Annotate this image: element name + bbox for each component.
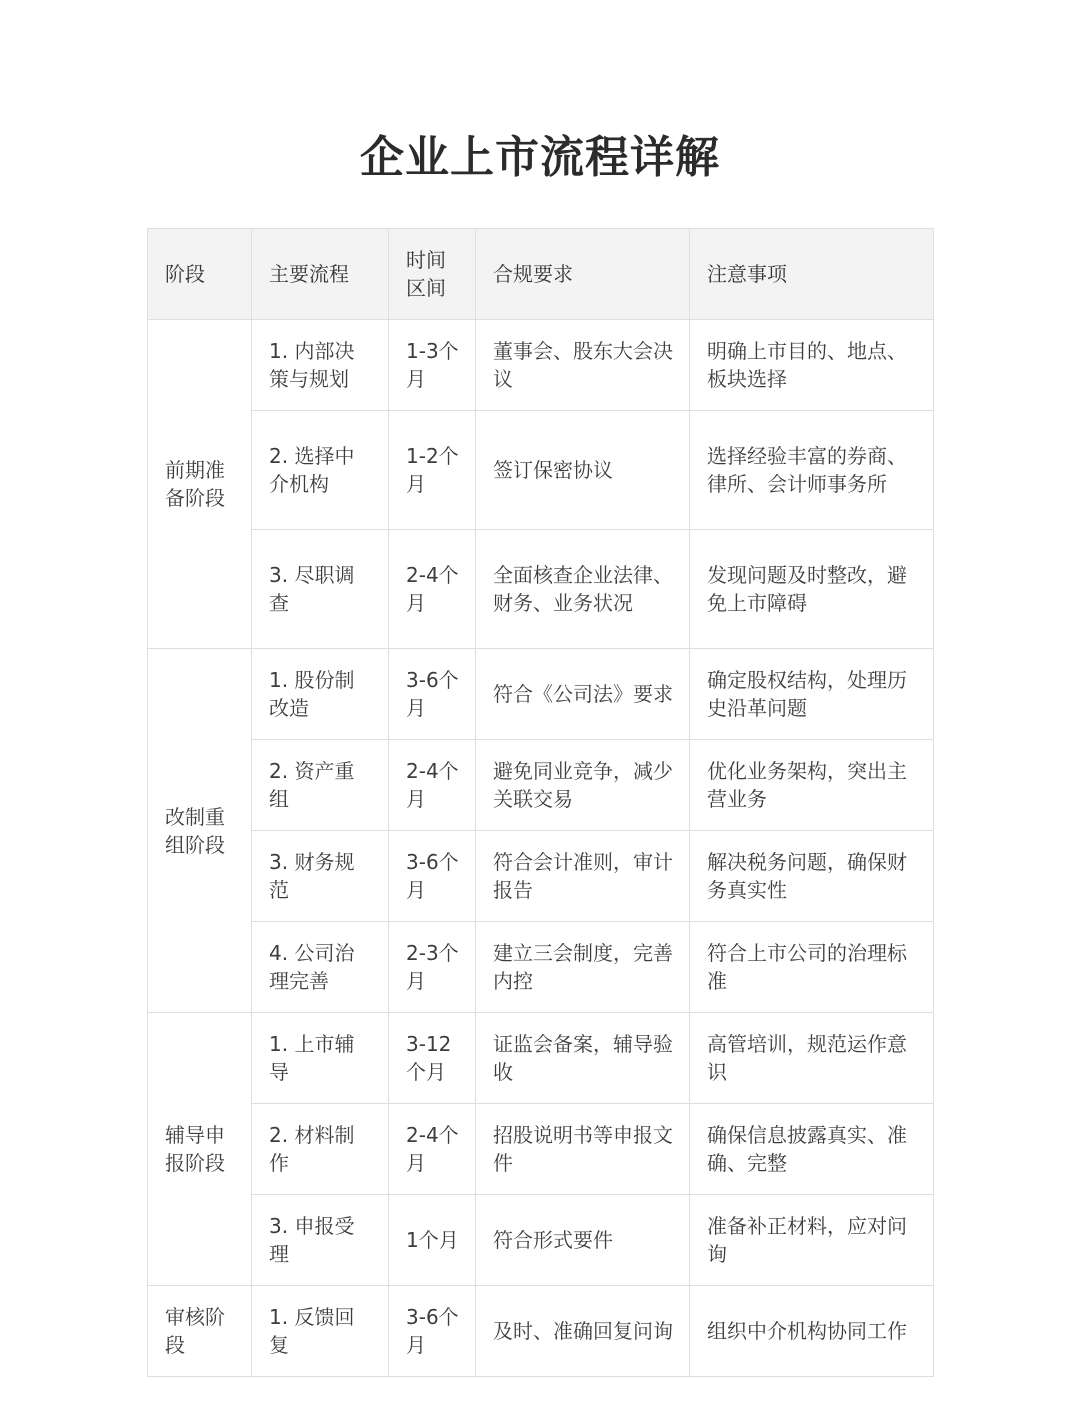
process-cell: 1. 上市辅导	[252, 1013, 389, 1104]
notes-cell: 符合上市公司的治理标准	[690, 922, 934, 1013]
compliance-cell: 及时、准确回复问询	[476, 1286, 690, 1377]
header-stage: 阶段	[148, 229, 252, 320]
compliance-cell: 全面核查企业法律、财务、业务状况	[476, 530, 690, 649]
time-cell: 2-4个月	[389, 740, 476, 831]
table-row	[148, 411, 934, 530]
stage-cell: 审核阶段	[148, 1286, 252, 1377]
stage-cell: 前期准备阶段	[148, 320, 252, 649]
notes-cell: 解决税务问题，确保财务真实性	[690, 831, 934, 922]
stage-cell: 辅导申报阶段	[148, 1013, 252, 1286]
time-cell: 3-6个月	[389, 1286, 476, 1377]
header-time: 时间区间	[389, 229, 476, 320]
page-title: 企业上市流程详解	[360, 132, 720, 183]
compliance-cell: 证监会备案，辅导验收	[476, 1013, 690, 1104]
stage-cell: 改制重组阶段	[148, 649, 252, 1013]
table-row	[148, 1195, 934, 1286]
process-cell: 3. 财务规范	[252, 831, 389, 922]
compliance-cell: 符合形式要件	[476, 1195, 690, 1286]
table-row	[148, 649, 934, 740]
compliance-cell: 董事会、股东大会决议	[476, 320, 690, 411]
table-row	[148, 1104, 934, 1195]
table-header-row	[148, 229, 934, 320]
table-row	[148, 1286, 934, 1377]
compliance-cell: 招股说明书等申报文件	[476, 1104, 690, 1195]
time-cell: 1-2个月	[389, 411, 476, 530]
header-compliance: 合规要求	[476, 229, 690, 320]
notes-cell: 高管培训，规范运作意识	[690, 1013, 934, 1104]
notes-cell: 明确上市目的、地点、板块选择	[690, 320, 934, 411]
time-cell: 2-4个月	[389, 530, 476, 649]
notes-cell: 确保信息披露真实、准确、完整	[690, 1104, 934, 1195]
process-cell: 3. 尽职调查	[252, 530, 389, 649]
notes-cell: 优化业务架构，突出主营业务	[690, 740, 934, 831]
time-cell: 3-6个月	[389, 831, 476, 922]
compliance-cell: 符合《公司法》要求	[476, 649, 690, 740]
compliance-cell: 签订保密协议	[476, 411, 690, 530]
process-cell: 1. 内部决策与规划	[252, 320, 389, 411]
time-cell: 3-6个月	[389, 649, 476, 740]
time-cell: 2-3个月	[389, 922, 476, 1013]
table-row	[148, 320, 934, 411]
header-notes: 注意事项	[690, 229, 934, 320]
notes-cell: 组织中介机构协同工作	[690, 1286, 934, 1377]
notes-cell: 确定股权结构，处理历史沿革问题	[690, 649, 934, 740]
time-cell: 3-12个月	[389, 1013, 476, 1104]
process-cell: 1. 反馈回复	[252, 1286, 389, 1377]
table-row	[148, 740, 934, 831]
table-row	[148, 530, 934, 649]
compliance-cell: 建立三会制度，完善内控	[476, 922, 690, 1013]
process-cell: 2. 资产重组	[252, 740, 389, 831]
notes-cell: 发现问题及时整改，避免上市障碍	[690, 530, 934, 649]
time-cell: 1个月	[389, 1195, 476, 1286]
notes-cell: 准备补正材料，应对问询	[690, 1195, 934, 1286]
compliance-cell: 符合会计准则，审计报告	[476, 831, 690, 922]
process-cell: 4. 公司治理完善	[252, 922, 389, 1013]
listing-process-table	[147, 228, 934, 1377]
notes-cell: 选择经验丰富的券商、律所、会计师事务所	[690, 411, 934, 530]
process-cell: 3. 申报受理	[252, 1195, 389, 1286]
time-cell: 2-4个月	[389, 1104, 476, 1195]
table-row	[148, 922, 934, 1013]
table-row	[148, 1013, 934, 1104]
table-row	[148, 831, 934, 922]
process-cell: 2. 材料制作	[252, 1104, 389, 1195]
process-cell: 1. 股份制改造	[252, 649, 389, 740]
compliance-cell: 避免同业竞争，减少关联交易	[476, 740, 690, 831]
time-cell: 1-3个月	[389, 320, 476, 411]
header-process: 主要流程	[252, 229, 389, 320]
process-cell: 2. 选择中介机构	[252, 411, 389, 530]
